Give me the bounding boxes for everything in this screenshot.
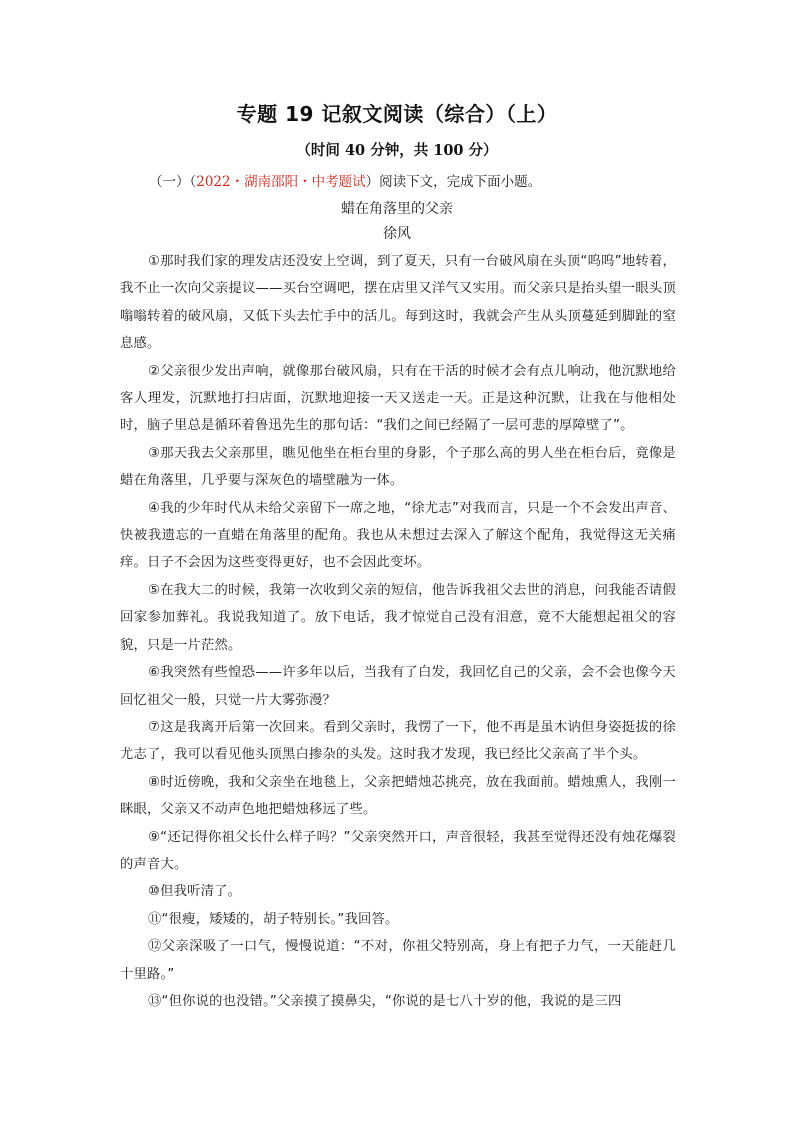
- essay-body: [120, 248, 676, 1015]
- paragraph: ⑫父亲深吸了一口气，慢慢说道：“不对，你祖父特别高，身上有把子力气，一天能赶几十里路。”: [120, 939, 676, 982]
- paragraph: ③那天我去父亲那里，瞧见他坐在柜台里的身影，个子那么高的男人坐在柜台后，竟像是蜡在角落里，几乎要与深灰色的墙壁融为一体。: [120, 445, 676, 489]
- paragraph: ①那时我们家的理发店还没安上空调，到了夏天，只有一台破风扇在头顶“呜呜”地转着，我不止一次向父亲提议——买台空调吧，摆在店里又洋气又实用。而父亲只是抬头望一眼头顶嗡嗡转着的破风扇，又低下头去忙手中的活儿。每到这时，我就会产生从头顶蔓延到脚趾的窒息感。: [120, 254, 676, 352]
- exam-time-note: （时间 40 分钟，共 100 分）: [296, 142, 498, 159]
- section-instruction: [149, 170, 541, 190]
- section-suffix: ）阅读下文，完成下面小题。: [365, 174, 542, 190]
- paragraph: ⑧时近傍晚，我和父亲坐在地毯上，父亲把蜡烛芯挑亮，放在我面前。蜡烛熏人，我刚一眯眼，父亲又不动声色地把蜡烛移远了些。: [120, 774, 676, 818]
- source-label: 2022・湖南邵阳・中考题试: [196, 174, 366, 190]
- paragraph: ⑤在我大二的时候，我第一次收到父亲的短信，他告诉我祖父去世的消息，问我能否请假回家参加葬礼。我说我知道了。放下电话，我才惊觉自己没有泪意，竟不大能想起祖父的容貌，只是一片茫然。: [120, 582, 676, 653]
- paragraph: ⑬“但你说的也没错。”父亲摸了摸鼻尖，“你说的是七八十岁的他，我说的是三四: [148, 993, 622, 1009]
- paragraph: ②父亲很少发出声响，就像那台破风扇，只有在干活的时候才会有点儿响动，他沉默地给客人理发，沉默地打扫店面，沉默地迎接一天又送走一天。正是这种沉默，让我在与他相处时，脑子里总是循环着鲁迅先生的那句话：“我们之间已经隔了一层可悲的厚障壁了”。: [120, 363, 676, 434]
- paragraph: ⑦这是我离开后第一次回来。看到父亲时，我愣了一下，他不再是虽木讷但身姿挺拔的徐尤志了，我可以看见他头顶黑白掺杂的头发。这时我才发现，我已经比父亲高了半个头。: [120, 719, 676, 763]
- paragraph: ⑥我突然有些惶恐——许多年以后，当我有了白发，我回忆自己的父亲，会不会也像今天回忆祖父一般，只觉一片大雾弥漫？: [120, 665, 676, 708]
- essay-author: 徐风: [383, 226, 411, 242]
- paragraph: ⑨“还记得你祖父长什么样子吗？”父亲突然开口，声音很轻，我甚至觉得还没有烛花爆裂的声音大。: [120, 829, 676, 872]
- essay-title: 蜡在角落里的父亲: [341, 201, 453, 217]
- section-prefix: （一）（: [149, 174, 197, 190]
- paragraph: ⑩但我听清了。: [148, 884, 242, 900]
- page-title: 专题 19 记叙文阅读（综合）（上）: [236, 102, 558, 126]
- paragraph: ⑪“很瘦，矮矮的，胡子特别长。”我回答。: [148, 911, 399, 927]
- paragraph: ④我的少年时代从未给父亲留下一席之地，“徐尤志”对我而言，只是一个不会发出声音、快被我遗忘的一直蜡在角落里的配角。我也从未想过去深入了解这个配角，我觉得这无关痛痒。日子不会因为这些变得更好，也不会因此变坏。: [120, 500, 676, 571]
